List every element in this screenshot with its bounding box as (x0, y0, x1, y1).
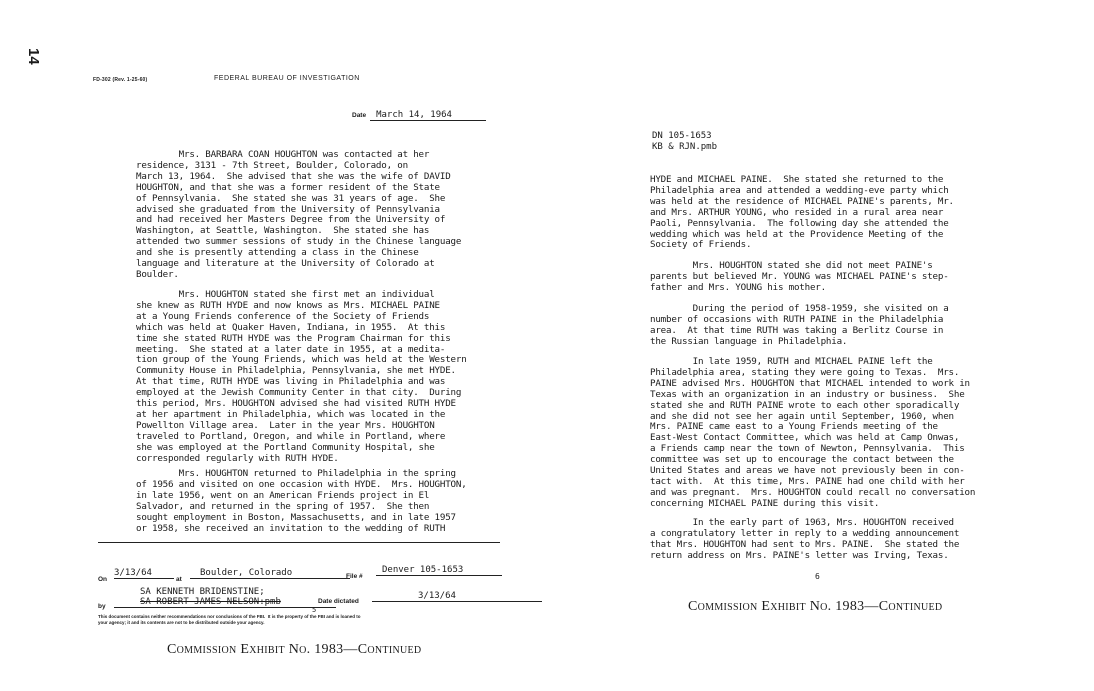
file-label: File # (346, 573, 363, 580)
agent-line-1: SA KENNETH BRIDENSTINE; (140, 587, 265, 597)
left-caption: Commission Exhibit No. 1983—Continued (167, 642, 422, 657)
left-paragraph-1: Mrs. BARBARA COAN HOUGHTON was contacted at her residence, 3131 - 7th Street, Boulder, Colorado, on March 13, 1964. She advised that she was the wife of DAVID HOUGHTON, and that she was a former resident of the State of Pennsylvania. She stated she was 31 years of age. She advised she graduated from the University of Pennsylvania and had received her Masters Degree from the University of Washington, at Seattle, Washington. She stated she has attended two summer sessions of study in the Chinese language and she is presently attending a class in the Chinese language and literature at the University of Colorado at Boulder. (136, 149, 462, 280)
date-label: Date (352, 112, 367, 119)
file-value: Denver 105-1653 (376, 565, 502, 576)
on-label: On (98, 576, 108, 583)
left-page-mark: 5 (312, 606, 317, 614)
at-value: Boulder, Colorado (190, 568, 350, 579)
dictated-label: Date dictated (318, 598, 359, 605)
page-number: 14 (25, 48, 42, 65)
right-paragraph-5: In the early part of 1963, Mrs. HOUGHTON received a congratulatory letter in reply to a wedding announcement that Mrs. HOUGHTON had sent to Mrs. PAINE. She stated the return address on Mrs. PAINE's letter was Irving, Texas. (650, 517, 960, 561)
date-value: March 14, 1964 (370, 110, 486, 121)
left-paragraph-2: Mrs. HOUGHTON stated she first met an individual she knew as RUTH HYDE and now knows as Mrs. MICHAEL PAINE at a Young Friends conference of the Society of Friends which was held at Quaker Haven, Indiana, in 1955. At this time she stated RUTH HYDE was the Program Chairman for this meeting. She stated at a later date in 1955, at a medita- tion group of the Young Friends, which was held at the Western Community House in Philadelphia, Pennsylvania, she met HYDE. At that time, RUTH HYDE was living in Philadelphia and was employed at the Jewish Community Center in that city. During this period, Mrs. HOUGHTON advised she had visited RUTH HYDE at her apartment in Philadelphia, which was located in the Powellton Village area. Later in the year Mrs. HOUGHTON traveled to Portland, Oregon, and while in Portland, where she was employed at the Portland Community Hospital, she corresponded regularly with RUTH HYDE. (136, 289, 467, 464)
agency-header: FEDERAL BUREAU OF INVESTIGATION (214, 75, 360, 82)
on-value: 3/13/64 (114, 568, 174, 579)
footer-rule (98, 542, 500, 543)
report-date (352, 104, 486, 122)
disclaimer: This document contains neither recommendations nor conclusions of the FBI. It is the property of the FBI and is loaned to your agency; it and its contents are not to be distributed outside your agency. (98, 614, 361, 625)
right-caption: Commission Exhibit No. 1983—Continued (688, 599, 943, 614)
right-paragraph-2: Mrs. HOUGHTON stated she did not meet PAINE's parents but believed Mr. YOUNG was MICHAEL PAINE's step- father and Mrs. YOUNG his mother. (650, 260, 949, 293)
dictated-value: 3/13/64 (372, 591, 542, 602)
right-paragraph-3: During the period of 1958-1959, she visited on a number of occasions with RUTH PAINE in the Philadelphia area. At that time RUTH was taking a Berlitz Course in the Russian language in Philadelphia. (650, 303, 949, 347)
form-id: FD-302 (Rev. 1-25-60) (93, 77, 148, 83)
right-paragraph-1: HYDE and MICHAEL PAINE. She stated she returned to the Philadelphia area and attended a wedding-eve party which was held at the residence of MICHAEL PAINE's parents, Mr. and Mrs. ARTHUR YOUNG, who resided in a rural area near Paoli, Pennsylvania. The following day she attended the wedding which was held at the Providence Meeting of the Society of Friends. (650, 174, 954, 251)
left-paragraph-3: Mrs. HOUGHTON returned to Philadelphia in the spring of 1956 and visited on one occasion with HYDE. Mrs. HOUGHTON, in late 1956, went on an American Friends project in El Salvador, and returned in the spring of 1957. She then sought employment in Boston, Massachusetts, and in late 1957 or 1958, she received an invitation to the wedding of RUTH (136, 468, 467, 534)
right-page-mark: 6 (815, 572, 820, 581)
right-header-line-2: KB & RJN.pmb (652, 142, 718, 152)
by-label: by (98, 603, 106, 610)
at-label: at (176, 576, 182, 583)
agent-line-2: SA ROBERT JAMES NELSON:pmb (114, 597, 336, 608)
right-header-line-1: DN 105-1653 (652, 131, 712, 141)
right-paragraph-4: In late 1959, RUTH and MICHAEL PAINE left the Philadelphia area, stating they were going to Texas. Mrs. PAINE advised Mrs. HOUGHTON that MICHAEL intended to work in Texas with an organization in an industry or business. She stated she and RUTH PAINE wrote to each other sporadically and she did not see her again until September, 1960, when Mrs. PAINE came east to a Young Friends meeting of the East-West Contact Committee, which was held at Camp Onwas, a Friends camp near the town of Newton, Pennsylvania. This committee was set up to encourage the contact between the United States and areas we have not previously been in con- tact with. At this time, Mrs. PAINE had one child with her and was pregnant. Mrs. HOUGHTON could recall no conversation concerning MICHAEL PAINE during this visit. (650, 356, 976, 509)
